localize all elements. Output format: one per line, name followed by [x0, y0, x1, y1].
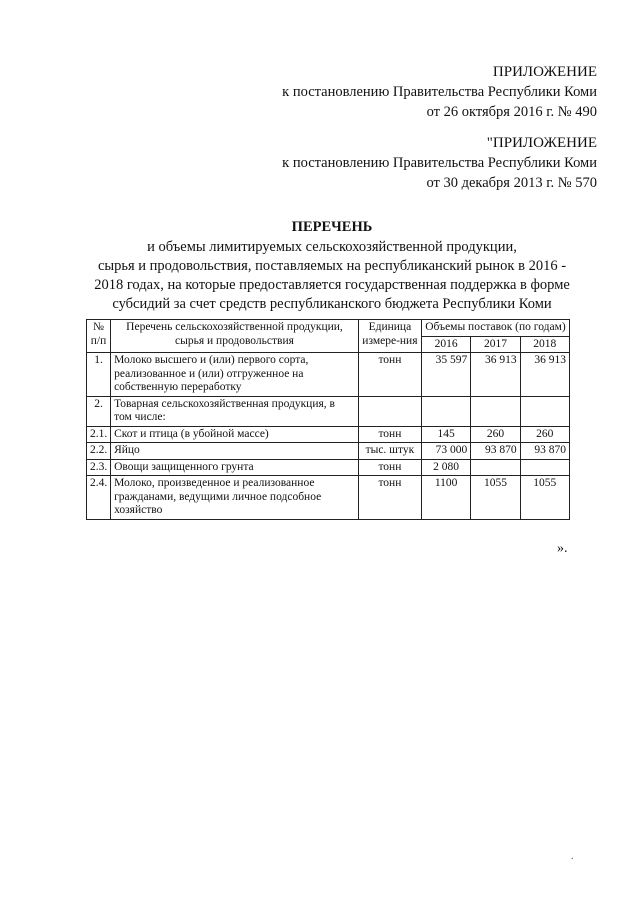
row-value-2016: 1100 [421, 476, 470, 520]
row-name: Овощи защищенного грунта [111, 459, 359, 476]
row-value-2017: 93 870 [471, 443, 520, 460]
row-value-2017: 36 913 [471, 353, 520, 397]
row-num: 2.3. [87, 459, 111, 476]
title-line: субсидий за счет средств республиканского бюджета Республики Коми [112, 296, 552, 312]
row-value-2018: 1055 [520, 476, 569, 520]
row-name: Яйцо [111, 443, 359, 460]
title-line: 2018 годах, на которые предоставляется государственная поддержка в форме [94, 277, 570, 293]
row-value-2017: 1055 [471, 476, 520, 520]
row-num: 2.2. [87, 443, 111, 460]
table-row [87, 396, 570, 426]
attachment-header-original [282, 133, 597, 193]
row-unit [358, 396, 421, 426]
row-num: 2.1. [87, 426, 111, 443]
row-num: 2.4. [87, 476, 111, 520]
row-value-2017 [471, 459, 520, 476]
row-value-2018: 36 913 [520, 353, 569, 397]
row-value-2016 [421, 396, 470, 426]
row-num: 2. [87, 396, 111, 426]
row-value-2016: 73 000 [421, 443, 470, 460]
header-name: Перечень сельскохозяйственной продукции, сырья и продовольствия [111, 320, 359, 353]
table-row [87, 476, 570, 520]
table-row [87, 459, 570, 476]
products-table [86, 319, 570, 520]
header-volumes: Объемы поставок (по годам) [421, 320, 569, 337]
row-unit: тонн [358, 476, 421, 520]
attachment-resolution-line: к постановлению Правительства Республики Коми [282, 84, 597, 100]
row-value-2018: 93 870 [520, 443, 569, 460]
table-row [87, 353, 570, 397]
page-dot-mark: . [571, 851, 574, 862]
row-value-2016: 35 597 [421, 353, 470, 397]
attachment-date-line: от 30 декабря 2013 г. № 570 [426, 175, 597, 191]
document-title [66, 218, 598, 314]
attachment-date-line: от 26 октября 2016 г. № 490 [426, 104, 597, 120]
row-value-2018: 260 [520, 426, 569, 443]
header-num: № п/п [87, 320, 111, 353]
row-value-2018 [520, 396, 569, 426]
row-value-2018 [520, 459, 569, 476]
closing-quote-mark: ». [557, 541, 568, 556]
title-line: сырья и продовольствия, поставляемых на республиканский рынок в 2016 - [97, 258, 567, 274]
title-line: и объемы лимитируемых сельскохозяйственной продукции, [147, 239, 517, 255]
row-num: 1. [87, 353, 111, 397]
row-unit: тыс. штук [358, 443, 421, 460]
row-name: Молоко, произведенное и реализованное гражданами, ведущими личное подсобное хозяйство [111, 476, 359, 520]
row-name: Молоко высшего и (или) первого сорта, реализованное и (или) отгруженное на собственную переработку [111, 353, 359, 397]
row-unit: тонн [358, 353, 421, 397]
header-year-2017: 2017 [471, 336, 520, 353]
row-unit: тонн [358, 426, 421, 443]
header-unit: Единица измере-ния [358, 320, 421, 353]
row-value-2016: 2 080 [421, 459, 470, 476]
table-row [87, 426, 570, 443]
attachment-resolution-line: к постановлению Правительства Республики Коми [282, 155, 597, 171]
row-name: Скот и птица (в убойной массе) [111, 426, 359, 443]
attachment-caption: ПРИЛОЖЕНИЕ [492, 64, 597, 80]
title-heading: ПЕРЕЧЕНЬ [291, 219, 373, 235]
row-value-2016: 145 [421, 426, 470, 443]
row-unit: тонн [358, 459, 421, 476]
header-year-2018: 2018 [520, 336, 569, 353]
attachment-caption: "ПРИЛОЖЕНИЕ [486, 135, 597, 151]
table-header-row [87, 320, 570, 337]
row-value-2017: 260 [471, 426, 520, 443]
row-value-2017 [471, 396, 520, 426]
header-year-2016: 2016 [421, 336, 470, 353]
row-name: Товарная сельскохозяйственная продукция, в том числе: [111, 396, 359, 426]
table-row [87, 443, 570, 460]
attachment-header-current [282, 62, 597, 122]
